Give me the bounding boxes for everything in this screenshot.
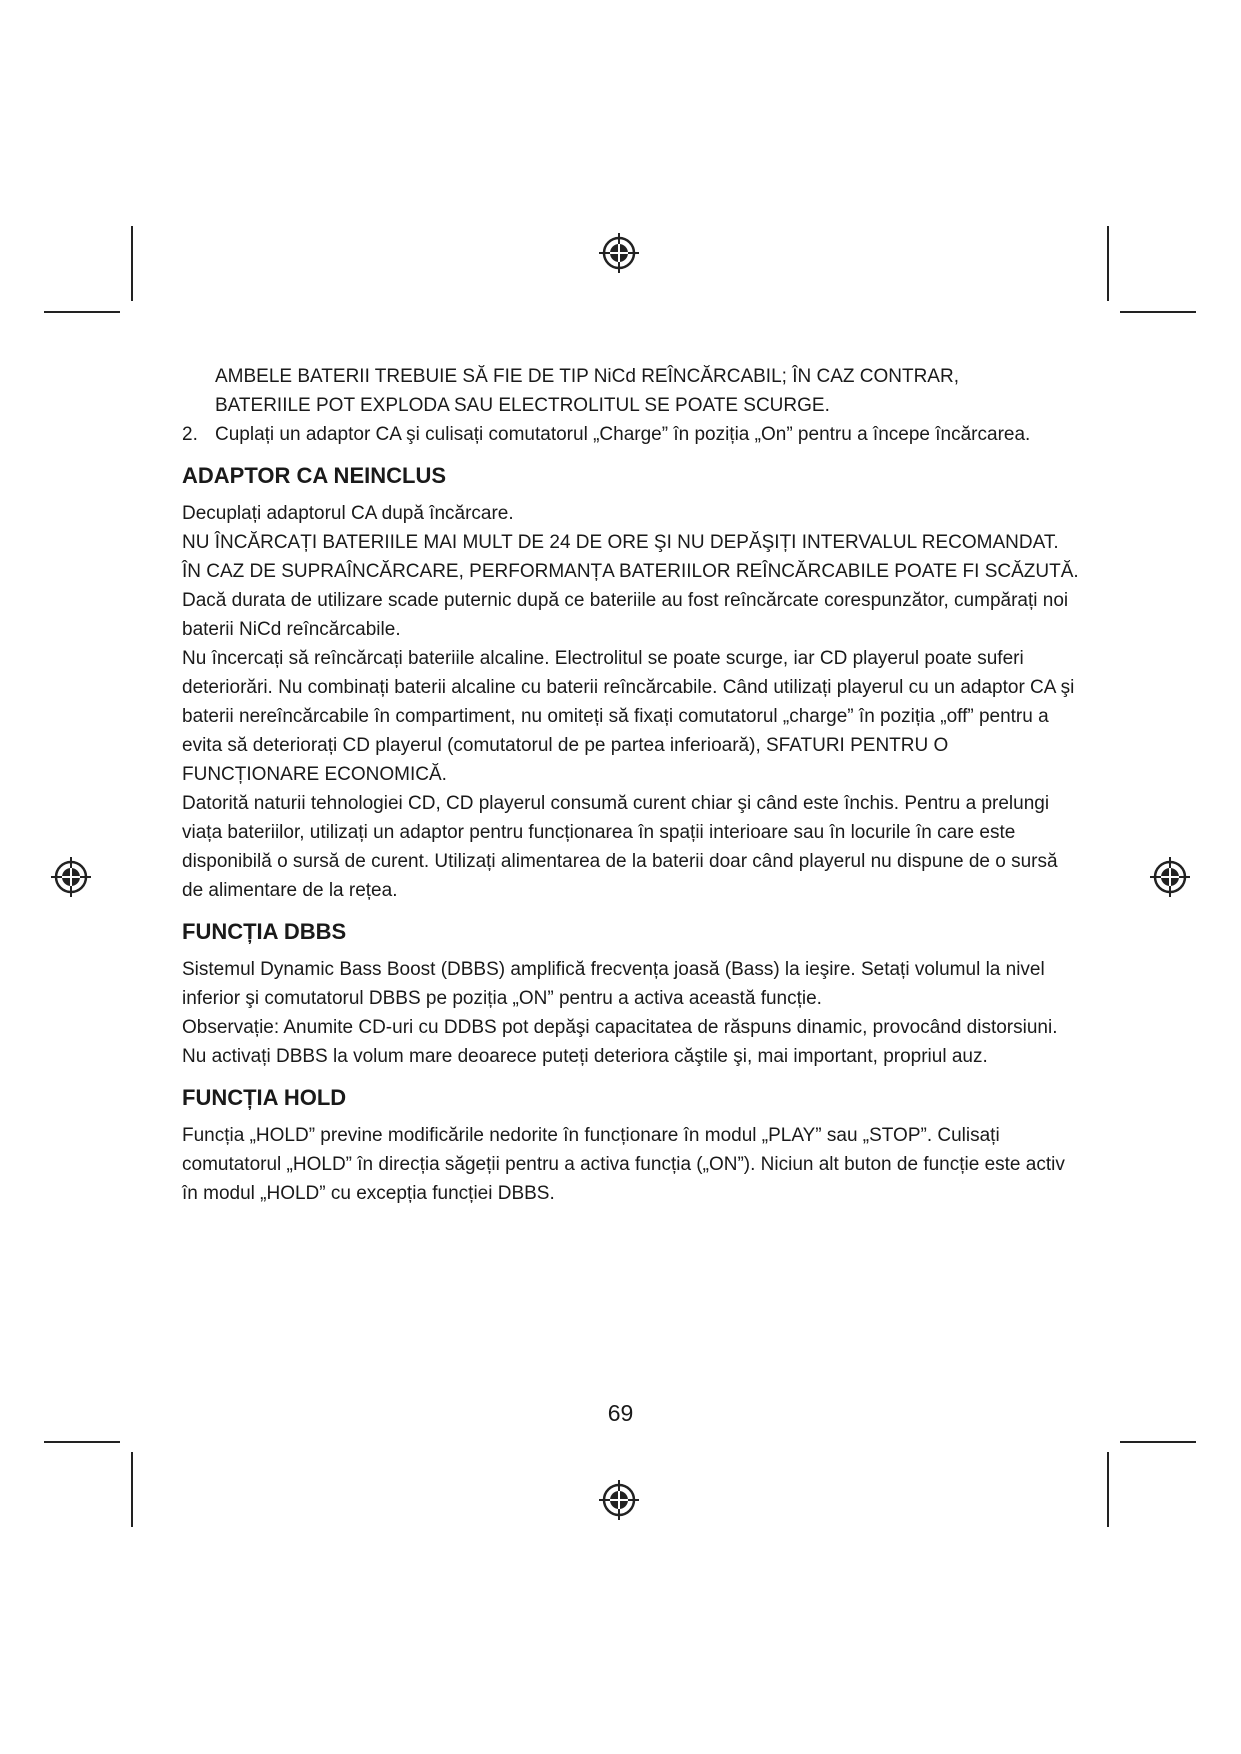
heading-adaptor: ADAPTOR CA NEINCLUS <box>182 463 447 488</box>
crop-mark-bottom-right-horizontal <box>1120 1441 1196 1443</box>
dbbs-paragraph-2: Observație: Anumite CD-uri cu DDBS pot depăşi capacitatea de răspuns dinamic, provocând distorsiuni. Nu activați DBBS la volum mare deoarece puteți deteriora căştile şi, mai important, propriul auz. <box>182 1017 1058 1067</box>
crop-mark-bottom-left-vertical <box>131 1452 133 1527</box>
heading-hold: FUNCȚIA HOLD <box>182 1085 347 1110</box>
crop-mark-top-left-vertical <box>131 226 133 301</box>
adaptor-paragraph-2: NU ÎNCĂRCAȚI BATERIILE MAI MULT DE 24 DE ORE ŞI NU DEPĂŞIȚI INTERVALUL RECOMANDAT. ÎN CAZ DE SUPRAÎNCĂRCARE, PERFORMANȚA BATERIILOR REÎNCĂRCABILE POATE FI SCĂZUTĂ. <box>182 532 1079 582</box>
adaptor-paragraph-1: Decuplați adaptorul CA după încărcare. <box>182 503 514 524</box>
registration-mark-bottom-icon <box>597 1478 641 1522</box>
dbbs-paragraph-1: Sistemul Dynamic Bass Boost (DBBS) amplifică frecvența joasă (Bass) la ieşire. Setați volumul la nivel inferior şi comutatorul DBBS pe poziția „ON” pentru a activa această funcție. <box>182 959 1045 1009</box>
crop-mark-top-left-horizontal <box>44 311 120 313</box>
page-number: 69 <box>607 1400 634 1426</box>
registration-mark-top-icon <box>597 231 641 275</box>
step-2-number: 2. <box>182 424 198 445</box>
crop-mark-top-right-vertical <box>1107 226 1109 301</box>
step-2-text: Cuplați un adaptor CA şi culisați comutatorul „Charge” în poziția „On” pentru a începe încărcarea. <box>215 424 1031 445</box>
warning-line-2: BATERIILE POT EXPLODA SAU ELECTROLITUL SE POATE SCURGE. <box>215 395 830 416</box>
crop-mark-bottom-right-vertical <box>1107 1452 1109 1527</box>
warning-line-1: AMBELE BATERII TREBUIE SĂ FIE DE TIP NiCd REÎNCĂRCABIL; ÎN CAZ CONTRAR, <box>215 366 959 387</box>
heading-dbbs: FUNCȚIA DBBS <box>182 919 347 944</box>
page-content <box>182 362 1082 1208</box>
hold-paragraph-1: Funcția „HOLD” previne modificările nedorite în funcționare în modul „PLAY” sau „STOP”. Culisați comutatorul „HOLD” în direcția săgeții pentru a activa funcția („ON”). Niciun alt buton de funcție este activ în modul „HOLD” cu excepția funcției DBBS. <box>182 1125 1065 1204</box>
adaptor-paragraph-3: Dacă durata de utilizare scade puternic după ce bateriile au fost reîncărcate corespunzător, cumpărați noi baterii NiCd reîncărcabile. <box>182 590 1069 640</box>
registration-mark-left-icon <box>49 855 93 899</box>
crop-mark-bottom-left-horizontal <box>44 1441 120 1443</box>
registration-mark-right-icon <box>1148 855 1192 899</box>
step-2 <box>182 420 1082 449</box>
adaptor-paragraph-5: Datorită naturii tehnologiei CD, CD playerul consumă curent chiar şi când este închis. Pentru a prelungi viața bateriilor, utilizați un adaptor pentru funcționarea în spații interioare sau în locurile în care este disponibilă o sursă de curent. Utilizați alimentarea de la baterii doar când playerul nu dispune de o sursă de alimentare de la rețea. <box>182 793 1058 901</box>
adaptor-paragraph-4: Nu încercați să reîncărcați bateriile alcaline. Electrolitul se poate scurge, iar CD playerul poate suferi deteriorări. Nu combinați baterii alcaline cu baterii reîncărcabile. Când utilizați playerul cu un adaptor CA şi baterii nereîncărcabile în compartiment, nu omiteți să fixați comutatorul „charge” în poziția „off” pentru a evita să deteriorați CD playerul (comutatorul de pe partea inferioară), SFATURI PENTRU O FUNCȚIONARE ECONOMICĂ. <box>182 648 1075 785</box>
crop-mark-top-right-horizontal <box>1120 311 1196 313</box>
